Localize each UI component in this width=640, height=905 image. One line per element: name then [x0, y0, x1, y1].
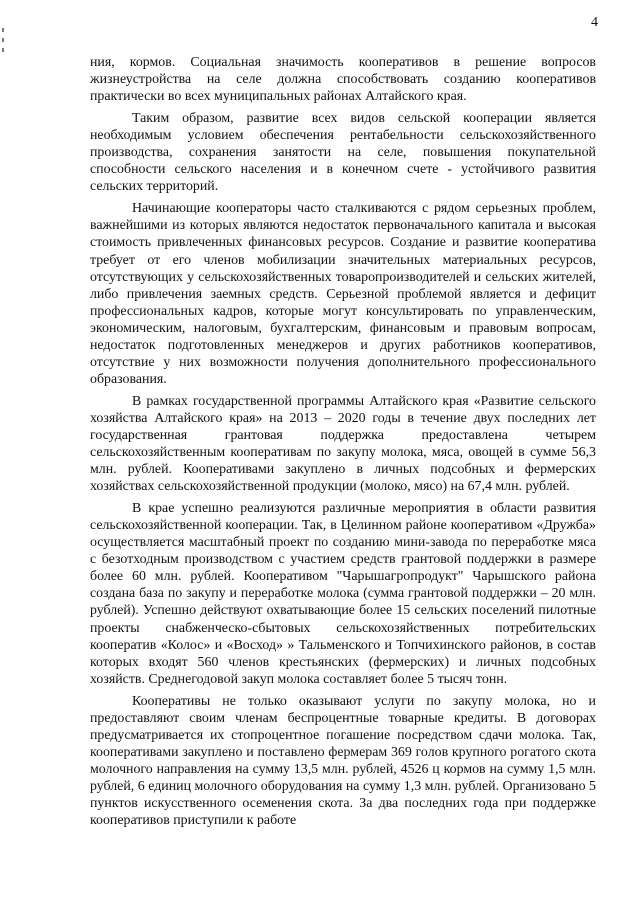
page-number: 4 — [591, 15, 598, 30]
paragraph: ния, кормов. Социальная значимость кооперативов в решение вопросов жизнеустройства на селе должна способствовать созданию кооперативов практически во всех муниципальных районах Алтайского края. — [90, 55, 596, 105]
paragraph: В крае успешно реализуются различные мероприятия в области развития сельскохозяйственной кооперации. Так, в Целинном районе кооперативом «Дружба» осуществляется масштабный проект по созданию мини-завода по переработке мяса с безотходным производством с участием средств грантовой поддержки в размере более 60 млн. рублей. Кооперативом "Чарышагропродукт" Чарышского района создана база по закупу и переработке молока (сумма грантовой поддержки – 20 млн. рублей). Успешно действуют охватывающие более 15 сельских поселений пилотные проекты снабженческо-сбытовых сельскохозяйственных потребительских кооператив «Колос» и «Восход» » Тальменского и Топчихинского районов, в состав которых входят 560 членов крестьянских (фермерских) и личных подсобных хозяйств. Среднегодовой закуп молока составляет более 5 тысяч тонн. — [90, 501, 596, 687]
scan-edge-marks — [0, 28, 6, 68]
paragraph: Начинающие кооператоры часто сталкиваются с рядом серьезных проблем, важнейшими из которых являются недостаток первоначального капитала и высокая стоимость привлеченных финансовых ресурсов. Создание и развитие кооператива требует от его членов мобилизации значительных материальных ресурсов, отсутствующих у сельскохозяйственных товаропроизводителей и сельских жителей, либо привлечения заемных средств. Серьезной проблемой является и дефицит профессиональных кадров, которые могут консультировать по управленческим, экономическим, налоговым, бухгалтерским, финансовым и правовым вопросам, недостаток подготовленных менеджеров и других работников кооперативов, отсутствие у них возможности получения дополнительного профессионального образования. — [90, 201, 596, 387]
paragraph: В рамках государственной программы Алтайского края «Развитие сельского хозяйства Алтайского края» на 2013 – 2020 годы в течение двух последних лет государственная грантовая поддержка предоставлена четырем сельскохозяйственным кооперативам по закупу молока, мяса, овощей в сумме 56,3 млн. рублей. Кооперативами закуплено в личных подсобных и фермерских хозяйствах сельскохозяйственной продукции (молоко, мясо) на 67,4 млн. рублей. — [90, 393, 596, 495]
paragraph: Кооперативы не только оказывают услуги по закупу молока, но и предоставляют своим членам беспроцентные товарные кредиты. В договорах предусматривается их стопроцентное погашение посредством сдачи молока. Так, кооперативами закуплено и поставлено фермерам 369 голов крупного рогатого скота молочного направления на сумму 13,5 млн. рублей, 4526 ц кормов на сумму 1,5 млн. рублей, 6 единиц молочного оборудования на сумму 1,3 млн. рублей. Организовано 5 пунктов искусственного осеменения скота. За два последних года при поддержке кооперативов приступили к работе — [90, 693, 596, 829]
document-body — [90, 54, 596, 834]
paragraph: Таким образом, развитие всех видов сельской кооперации является необходимым условием обеспечения рентабельности сельскохозяйственного производства, сохранения занятости на селе, повышения покупательной способности сельского населения и в конечном счете - устойчивого развития сельских территорий. — [90, 111, 596, 195]
